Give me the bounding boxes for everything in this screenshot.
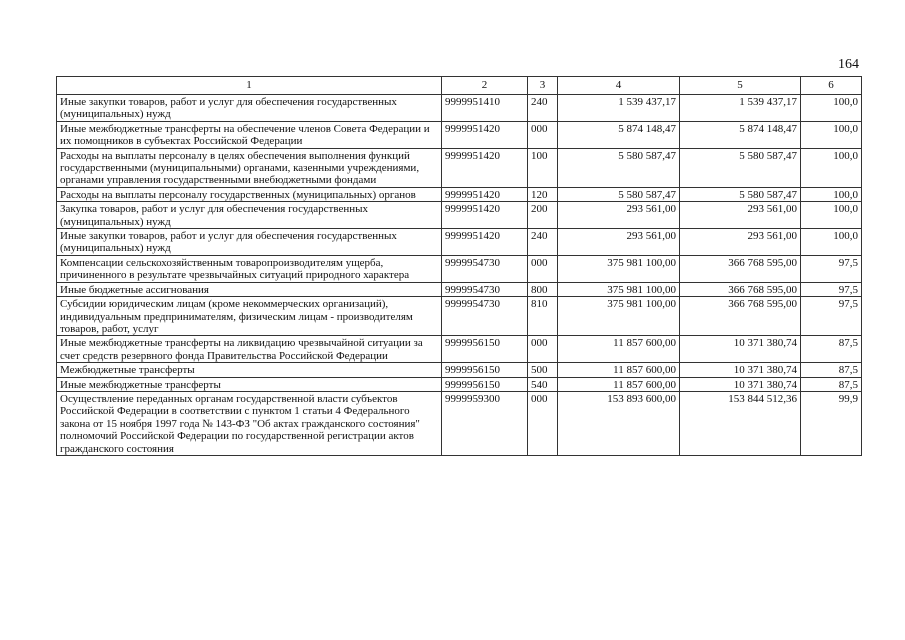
expense-name-cell: Компенсации сельскохозяйственным товаропроизводителям ущерба, причиненного в результате чрезвычайных ситуаций природного характера	[57, 255, 442, 282]
planned-amount-cell: 375 981 100,00	[558, 282, 680, 296]
planned-amount-cell: 153 893 600,00	[558, 391, 680, 455]
target-code-cell: 9999951420	[442, 202, 528, 229]
column-header: 6	[801, 77, 862, 95]
expense-type-cell: 240	[528, 229, 558, 256]
expense-type-cell: 810	[528, 297, 558, 336]
planned-amount-cell: 11 857 600,00	[558, 363, 680, 377]
table-row	[57, 391, 862, 455]
planned-amount-cell: 293 561,00	[558, 229, 680, 256]
execution-percent-cell: 87,5	[801, 336, 862, 363]
column-header: 4	[558, 77, 680, 95]
target-code-cell: 9999959300	[442, 391, 528, 455]
target-code-cell: 9999951420	[442, 229, 528, 256]
expense-type-cell: 000	[528, 336, 558, 363]
planned-amount-cell: 5 580 587,47	[558, 187, 680, 201]
expense-type-cell: 800	[528, 282, 558, 296]
execution-percent-cell: 87,5	[801, 377, 862, 391]
table-row	[57, 336, 862, 363]
planned-amount-cell: 1 539 437,17	[558, 95, 680, 122]
expense-type-cell: 540	[528, 377, 558, 391]
target-code-cell: 9999956150	[442, 363, 528, 377]
column-header: 2	[442, 77, 528, 95]
planned-amount-cell: 375 981 100,00	[558, 297, 680, 336]
executed-amount-cell: 10 371 380,74	[680, 336, 801, 363]
target-code-cell: 9999951410	[442, 95, 528, 122]
execution-percent-cell: 97,5	[801, 255, 862, 282]
table-row	[57, 297, 862, 336]
executed-amount-cell: 10 371 380,74	[680, 363, 801, 377]
execution-percent-cell: 99,9	[801, 391, 862, 455]
planned-amount-cell: 375 981 100,00	[558, 255, 680, 282]
table-row	[57, 229, 862, 256]
page-number: 164	[838, 57, 859, 72]
expense-name-cell: Иные закупки товаров, работ и услуг для обеспечения государственных (муниципальных) нужд	[57, 229, 442, 256]
expense-name-cell: Иные межбюджетные трансферты на обеспечение членов Совета Федерации и их помощников в субъектах Российской Федерации	[57, 121, 442, 148]
planned-amount-cell: 5 874 148,47	[558, 121, 680, 148]
table-body	[57, 95, 862, 456]
planned-amount-cell: 11 857 600,00	[558, 336, 680, 363]
execution-percent-cell: 87,5	[801, 363, 862, 377]
execution-percent-cell: 100,0	[801, 148, 862, 187]
table-row	[57, 121, 862, 148]
expense-name-cell: Иные межбюджетные трансферты	[57, 377, 442, 391]
expense-name-cell: Расходы на выплаты персоналу в целях обеспечения выполнения функций государственными (муниципальными) органами, казенными учреждениями, органами управления государственными внебюджетными фондами	[57, 148, 442, 187]
expense-name-cell: Иные бюджетные ассигнования	[57, 282, 442, 296]
execution-percent-cell: 97,5	[801, 297, 862, 336]
executed-amount-cell: 5 580 587,47	[680, 187, 801, 201]
target-code-cell: 9999954730	[442, 297, 528, 336]
executed-amount-cell: 366 768 595,00	[680, 297, 801, 336]
expense-name-cell: Межбюджетные трансферты	[57, 363, 442, 377]
planned-amount-cell: 293 561,00	[558, 202, 680, 229]
target-code-cell: 9999956150	[442, 336, 528, 363]
execution-percent-cell: 100,0	[801, 121, 862, 148]
expense-type-cell: 120	[528, 187, 558, 201]
expense-type-cell: 100	[528, 148, 558, 187]
expense-type-cell: 000	[528, 121, 558, 148]
expense-type-cell: 200	[528, 202, 558, 229]
expense-name-cell: Иные закупки товаров, работ и услуг для обеспечения государственных (муниципальных) нужд	[57, 95, 442, 122]
executed-amount-cell: 366 768 595,00	[680, 282, 801, 296]
planned-amount-cell: 11 857 600,00	[558, 377, 680, 391]
execution-percent-cell: 100,0	[801, 187, 862, 201]
table-row	[57, 377, 862, 391]
header-row	[57, 77, 862, 95]
expense-name-cell: Иные межбюджетные трансферты на ликвидацию чрезвычайной ситуации за счет средств резервного фонда Правительства Российской Федерации	[57, 336, 442, 363]
column-header: 3	[528, 77, 558, 95]
executed-amount-cell: 1 539 437,17	[680, 95, 801, 122]
table-row	[57, 187, 862, 201]
executed-amount-cell: 5 580 587,47	[680, 148, 801, 187]
execution-percent-cell: 100,0	[801, 202, 862, 229]
executed-amount-cell: 293 561,00	[680, 229, 801, 256]
expense-name-cell: Осуществление переданных органам государственной власти субъектов Российской Федерации в соответствии с пунктом 1 статьи 4 Федерального закона от 15 ноября 1997 года № 143-ФЗ "Об актах гражданского состояния" полномочий Российской Федерации по государственной регистрации актов гражданского состояния	[57, 391, 442, 455]
executed-amount-cell: 10 371 380,74	[680, 377, 801, 391]
column-header: 5	[680, 77, 801, 95]
target-code-cell: 9999956150	[442, 377, 528, 391]
execution-percent-cell: 100,0	[801, 95, 862, 122]
table-row	[57, 202, 862, 229]
target-code-cell: 9999954730	[442, 255, 528, 282]
executed-amount-cell: 153 844 512,36	[680, 391, 801, 455]
execution-percent-cell: 97,5	[801, 282, 862, 296]
executed-amount-cell: 293 561,00	[680, 202, 801, 229]
executed-amount-cell: 366 768 595,00	[680, 255, 801, 282]
target-code-cell: 9999951420	[442, 187, 528, 201]
target-code-cell: 9999951420	[442, 148, 528, 187]
budget-table	[56, 76, 862, 456]
expense-type-cell: 500	[528, 363, 558, 377]
table-row	[57, 95, 862, 122]
expense-type-cell: 000	[528, 391, 558, 455]
table-row	[57, 255, 862, 282]
column-header: 1	[57, 77, 442, 95]
table-row	[57, 148, 862, 187]
executed-amount-cell: 5 874 148,47	[680, 121, 801, 148]
table-row	[57, 282, 862, 296]
table-row	[57, 363, 862, 377]
expense-name-cell: Субсидии юридическим лицам (кроме некоммерческих организаций), индивидуальным предпринимателям, физическим лицам - производителям товаров, работ, услуг	[57, 297, 442, 336]
expense-type-cell: 000	[528, 255, 558, 282]
planned-amount-cell: 5 580 587,47	[558, 148, 680, 187]
target-code-cell: 9999954730	[442, 282, 528, 296]
execution-percent-cell: 100,0	[801, 229, 862, 256]
expense-name-cell: Расходы на выплаты персоналу государственных (муниципальных) органов	[57, 187, 442, 201]
target-code-cell: 9999951420	[442, 121, 528, 148]
expense-name-cell: Закупка товаров, работ и услуг для обеспечения государственных (муниципальных) нужд	[57, 202, 442, 229]
expense-type-cell: 240	[528, 95, 558, 122]
